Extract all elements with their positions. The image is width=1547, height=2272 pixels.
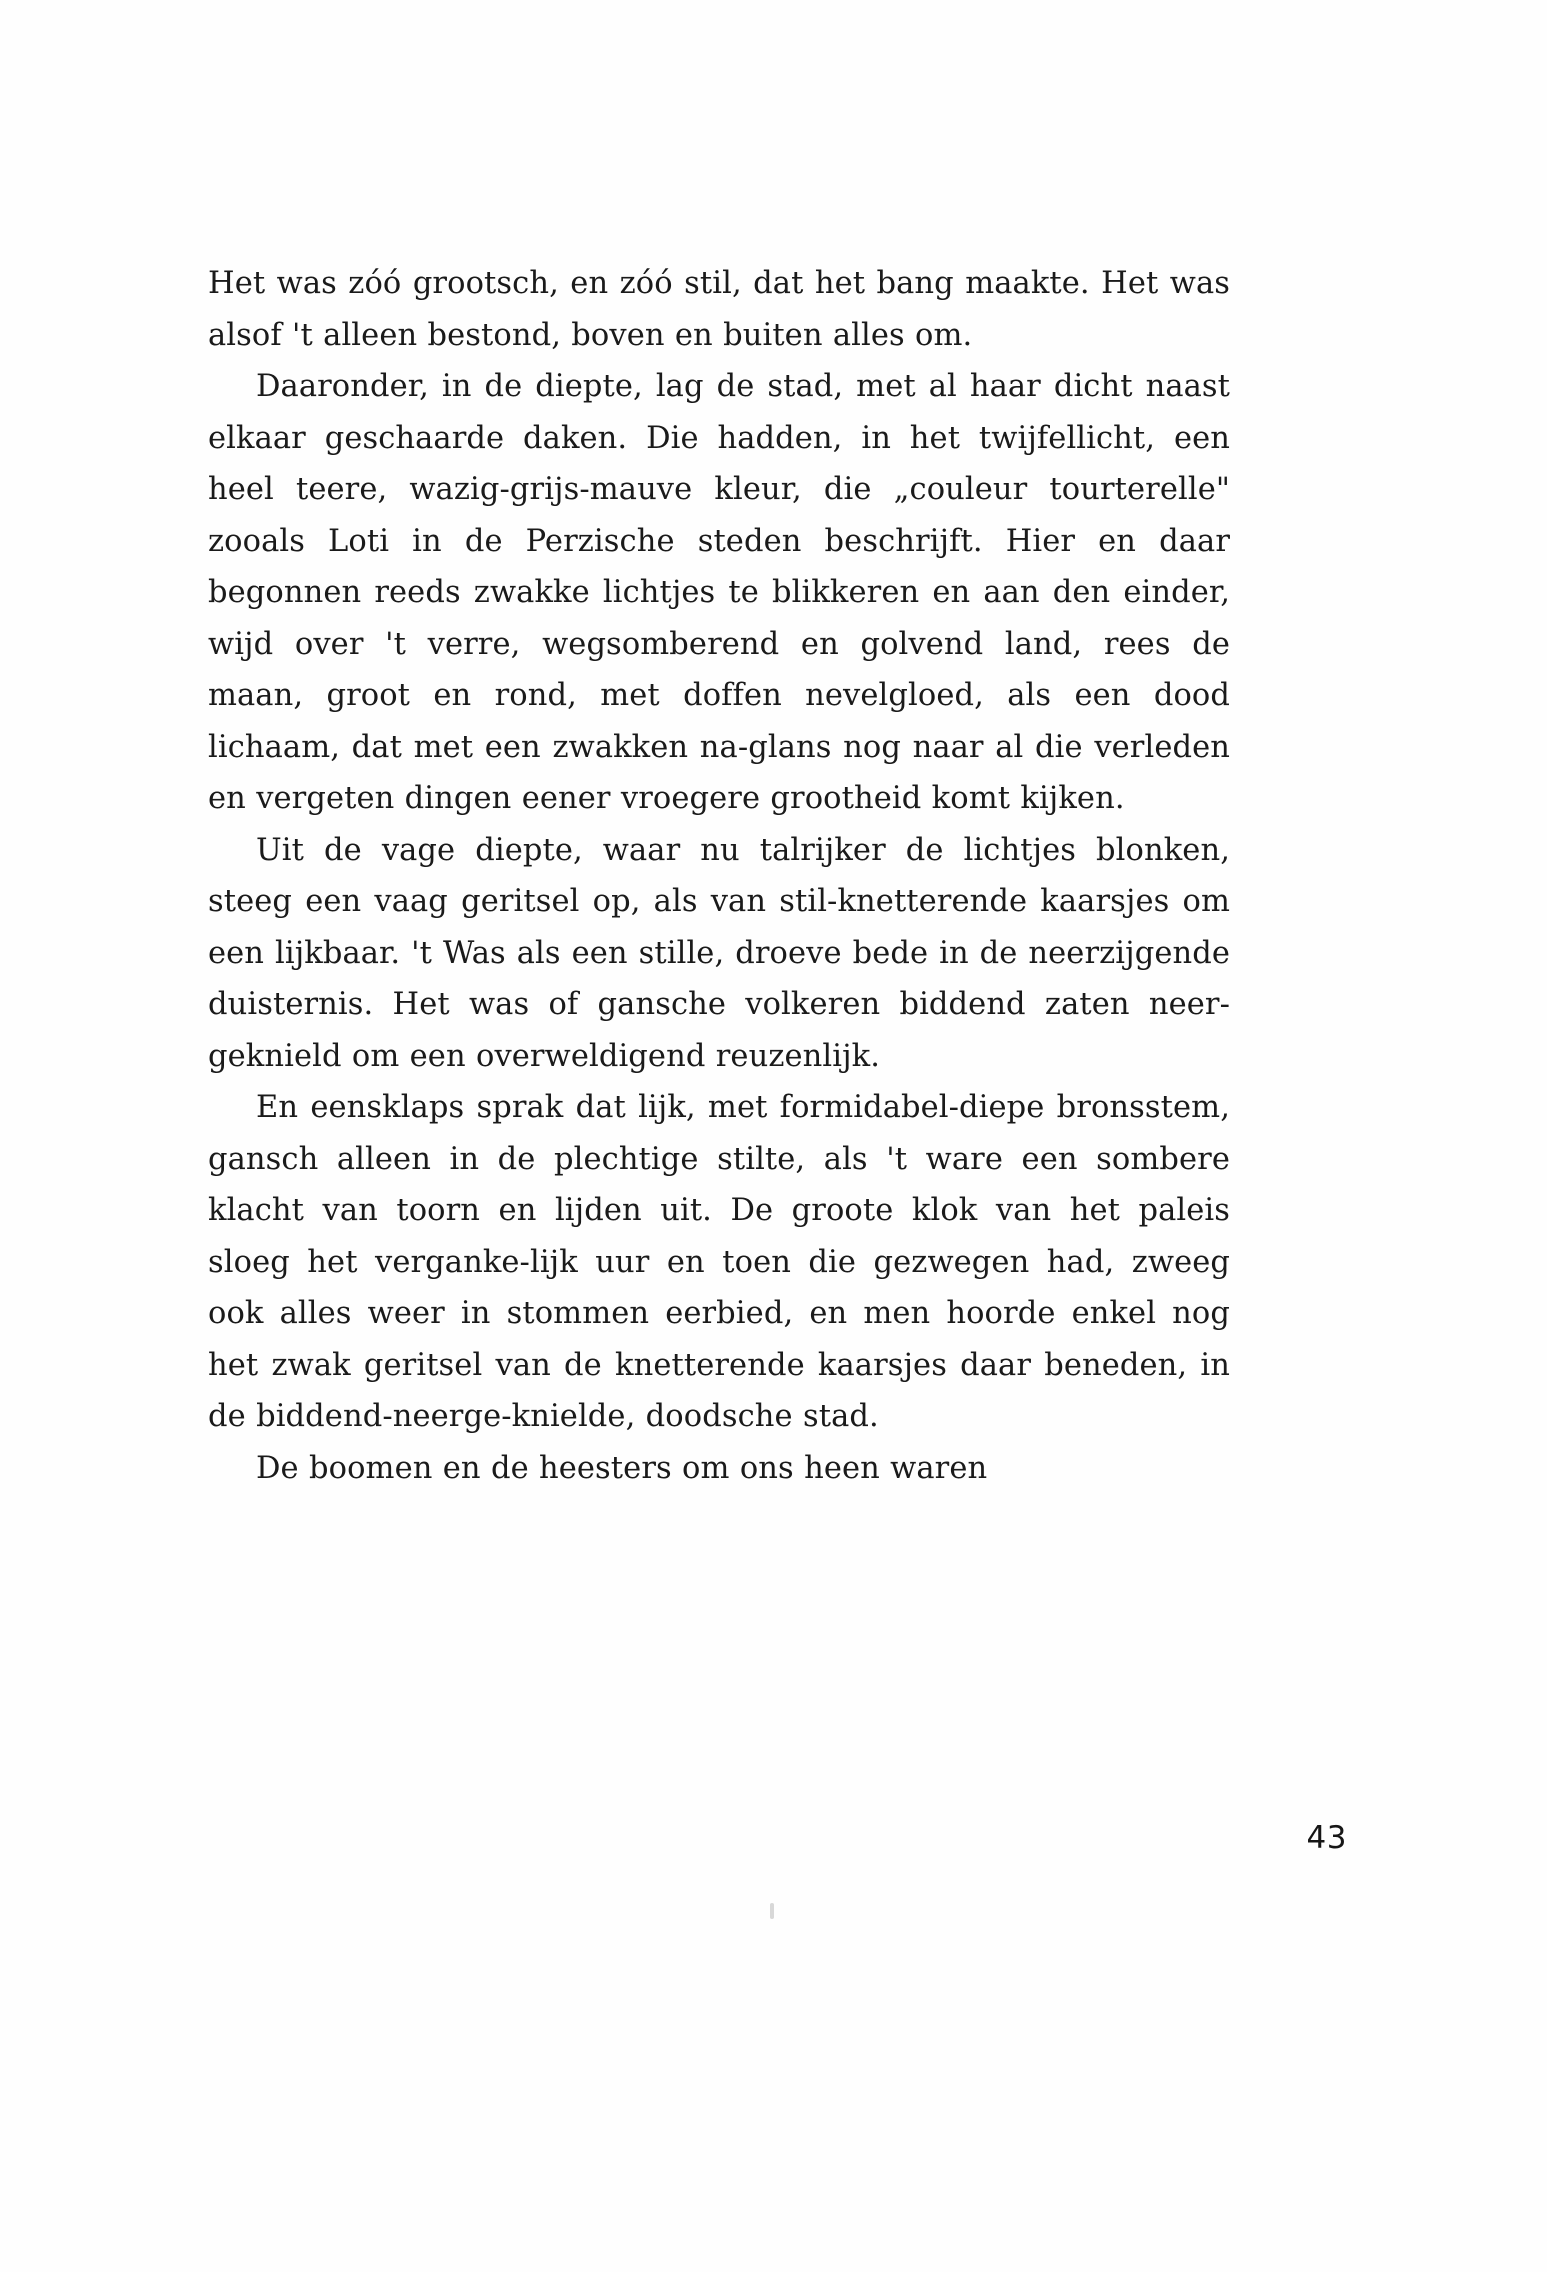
paragraph-2: Daaronder, in de diepte, lag de stad, met al haar dicht naast elkaar geschaarde daken. Die hadden, in het twijfellicht, een heel teere, wazig-grijs-mauve kleur, die „couleur tourterelle" zooals Loti in de Perzische steden beschrijft. Hier en daar begonnen reeds zwakke lichtjes te blikkeren en aan den einder, wijd over 't verre, wegsomberend en golvend land, rees de maan, groot en rond, met doffen nevelgloed, als een dood lichaam, dat met een zwakken na-glans nog naar al die verleden en vergeten dingen eener vroegere grootheid komt kijken.	[208, 369, 1230, 816]
body-text	[208, 258, 1230, 1494]
paragraph-3: Uit de vage diepte, waar nu talrijker de lichtjes blonken, steeg een vaag geritsel op, als van stil-knetterende kaarsjes om een lijkbaar. 't Was als een stille, droeve bede in de neerzijgende duisternis. Het was of gansche volkeren biddend zaten neer-geknield om een overweldigend reuzenlijk.	[208, 832, 1230, 1074]
paragraph-5: De boomen en de heesters om ons heen waren	[256, 1450, 988, 1486]
page-number: 43	[1306, 1820, 1347, 1856]
page-speck	[770, 1903, 774, 1919]
paragraph-1: Het was zóó grootsch, en zóó stil, dat het bang maakte. Het was alsof 't alleen bestond, boven en buiten alles om.	[208, 266, 1230, 353]
paragraph-4: En eensklaps sprak dat lijk, met formidabel-diepe bronsstem, gansch alleen in de plechtige stilte, als 't ware een sombere klacht van toorn en lijden uit. De groote klok van het paleis sloeg het verganke-lijk uur en toen die gezwegen had, zweeg ook alles weer in stommen eerbied, en men hoorde enkel nog het zwak geritsel van de knetterende kaarsjes daar beneden, in de biddend-neerge-knielde, doodsche stad.	[208, 1090, 1230, 1434]
